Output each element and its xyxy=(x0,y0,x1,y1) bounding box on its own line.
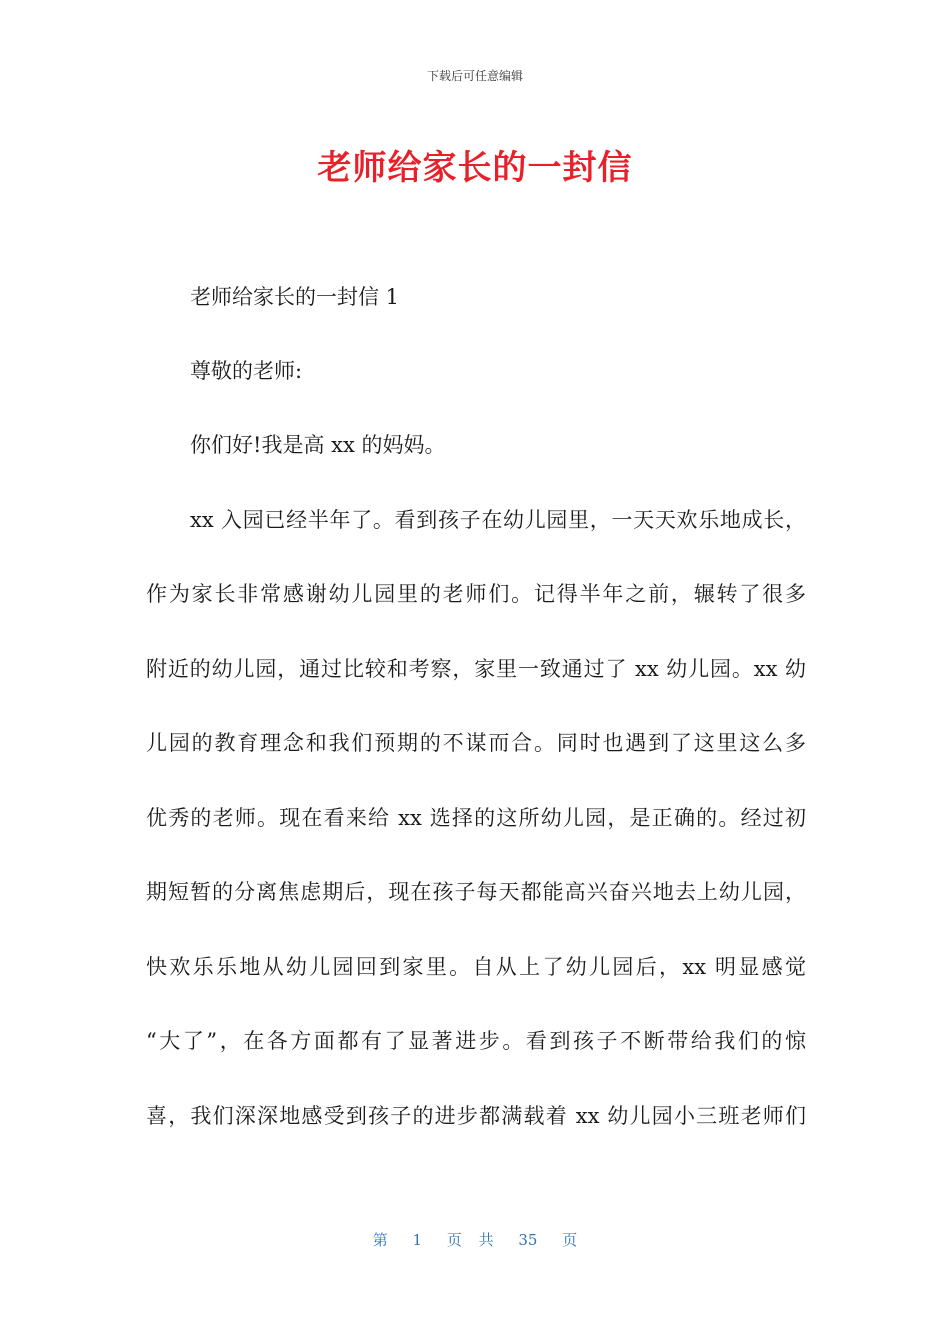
page-footer xyxy=(0,1229,950,1250)
body-line: 作为家长非常感谢幼儿园里的老师们。记得半年之前，辗转了很多 xyxy=(146,582,806,606)
body-line: 优秀的老师。现在看来给 xx 选择的这所幼儿园，是正确的。经过初 xyxy=(146,806,806,830)
document-title: 老师给家长的一封信 xyxy=(317,148,633,188)
body-line: 附近的幼儿园，通过比较和考察，家里一致通过了 xx 幼儿园。xx 幼 xyxy=(146,657,806,681)
body-line: 尊敬的老师: xyxy=(190,359,303,383)
body-line: xx 入园已经半年了。看到孩子在幼儿园里，一天天欢乐地成长， xyxy=(190,508,806,532)
body-line: 你们好!我是高 xx 的妈妈。 xyxy=(190,433,446,457)
page-header-note: 下载后可任意编辑 xyxy=(426,69,523,83)
body-line: 儿园的教育理念和我们预期的不谋而合。同时也遇到了这里这么多 xyxy=(146,731,806,755)
body-line: “大了”，在各方面都有了显著进步。看到孩子不断带给我们的惊 xyxy=(146,1029,806,1053)
body-line: 期短暂的分离焦虑期后，现在孩子每天都能高兴奋兴地去上幼儿园， xyxy=(146,880,806,904)
page-label-mid: 页 共 xyxy=(446,1231,494,1249)
total-pages: 35 xyxy=(518,1231,538,1249)
body-line: 喜，我们深深地感受到孩子的进步都满载着 xx 幼儿园小三班老师们 xyxy=(146,1104,806,1128)
page-number: 1 xyxy=(412,1231,423,1249)
page-label-suffix: 页 xyxy=(562,1231,578,1249)
page-label-prefix: 第 xyxy=(372,1231,388,1249)
body-line: 老师给家长的一封信 1 xyxy=(190,285,400,309)
body-line: 快欢乐乐地从幼儿园回到家里。自从上了幼儿园后，xx 明显感觉 xyxy=(146,955,806,979)
